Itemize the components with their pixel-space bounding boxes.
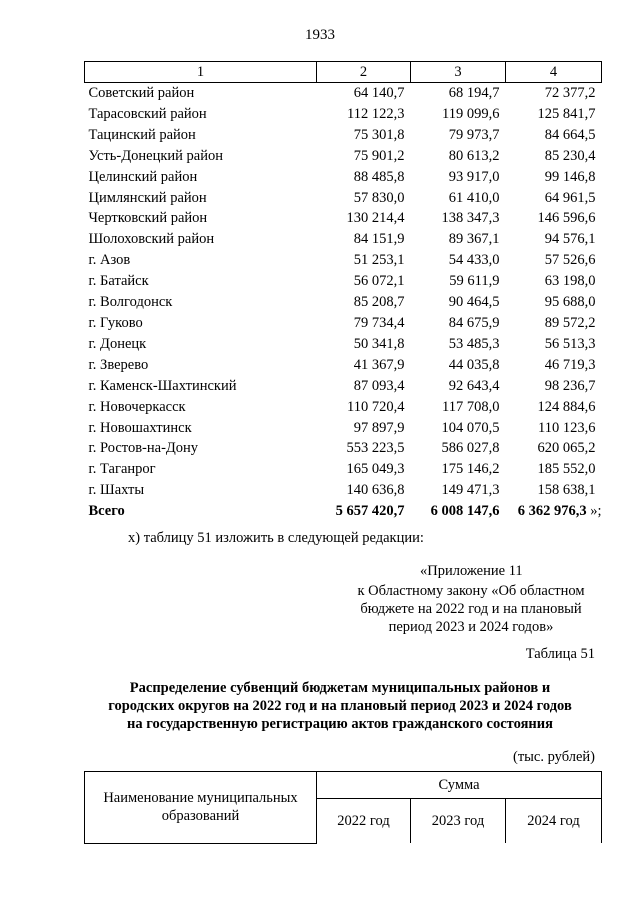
- header-line: Наименование муниципальных: [103, 790, 298, 807]
- total-2023: 6 008 147,6: [430, 503, 500, 520]
- value-2024: 98 236,7: [544, 377, 596, 394]
- table-body: [85, 83, 602, 502]
- amendment-instruction: х) таблицу 51 изложить в следующей редакции:: [128, 530, 424, 546]
- value-2022: 110 720,4: [347, 398, 405, 415]
- value-2022: 97 897,9: [353, 419, 405, 436]
- value-2023: 89 367,1: [448, 231, 500, 248]
- table-row: [85, 480, 602, 501]
- municipality-name: Усть-Донецкий район: [88, 147, 223, 164]
- value-2023: 586 027,8: [441, 440, 500, 457]
- municipality-name: г. Гуково: [88, 314, 143, 331]
- municipality-name: г. Азов: [88, 252, 131, 269]
- value-2023: 119 099,6: [442, 105, 500, 122]
- column-number-row: [85, 62, 602, 83]
- table-row: [85, 418, 602, 439]
- value-2022: 112 122,3: [347, 105, 405, 122]
- table-row: [85, 355, 602, 376]
- value-2024: 57 526,6: [544, 252, 596, 269]
- unit-label: (тыс. рублей): [513, 749, 595, 765]
- municipality-name: г. Шахты: [88, 482, 145, 499]
- heading-line: городских округов на 2022 год и на плановый период 2023 и 2024 годов: [108, 698, 572, 714]
- value-2024: 158 638,1: [537, 482, 596, 499]
- municipality-name: г. Новошахтинск: [88, 419, 192, 436]
- total-2024: 6 362 976,3: [517, 503, 587, 520]
- table-row: [85, 376, 602, 397]
- year-header-2022: 2022 год: [317, 799, 411, 844]
- municipality-name: г. Новочеркасск: [88, 398, 186, 415]
- table-number: Таблица 51: [525, 646, 595, 662]
- value-2023: 44 035,8: [448, 356, 500, 373]
- column-number: 1: [85, 62, 317, 83]
- value-2023: 175 146,2: [441, 461, 500, 478]
- value-2024: 85 230,4: [544, 147, 596, 164]
- year-header-2023: 2023 год: [411, 799, 506, 844]
- year-header-2024: 2024 год: [506, 799, 602, 844]
- municipality-name: г. Ростов-на-Дону: [88, 440, 199, 457]
- value-2023: 90 464,5: [448, 294, 500, 311]
- value-2023: 84 675,9: [448, 314, 500, 331]
- table-51-header: [84, 771, 602, 844]
- value-2024: 84 664,5: [544, 126, 596, 143]
- value-2022: 85 208,7: [353, 294, 405, 311]
- municipality-name: Шолоховский район: [88, 231, 215, 248]
- value-2023: 92 643,4: [448, 377, 500, 394]
- municipality-name: г. Батайск: [88, 273, 149, 290]
- total-row: [85, 501, 602, 522]
- table-row: [85, 208, 602, 229]
- municipality-name: Тарасовский район: [88, 105, 207, 122]
- value-2024: 63 198,0: [544, 273, 596, 290]
- column-number: 3: [411, 62, 506, 83]
- value-2022: 75 901,2: [353, 147, 405, 164]
- appendix-law-line: бюджете на 2022 год и на плановый: [360, 601, 582, 617]
- table-row: [85, 438, 602, 459]
- table-row: [85, 397, 602, 418]
- value-2024: 124 884,6: [537, 398, 596, 415]
- value-2022: 64 140,7: [353, 85, 405, 101]
- value-2024: 620 065,2: [537, 440, 596, 457]
- value-2023: 79 973,7: [448, 126, 500, 143]
- value-2024: 125 841,7: [537, 105, 596, 122]
- municipality-name: Чертковский район: [88, 210, 208, 227]
- value-2022: 51 253,1: [353, 252, 405, 269]
- value-2022: 553 223,5: [346, 440, 405, 457]
- municipality-name: г. Донецк: [88, 335, 147, 352]
- value-2023: 138 347,3: [441, 210, 500, 227]
- municipality-name: г. Волгодонск: [88, 294, 173, 311]
- municipality-name: Цимлянский район: [88, 189, 207, 206]
- value-2024: 64 961,5: [544, 189, 596, 206]
- value-2022: 50 341,8: [353, 335, 405, 352]
- table-row: [85, 146, 602, 167]
- value-2022: 87 093,4: [353, 377, 405, 394]
- value-2023: 68 194,7: [448, 85, 500, 101]
- header-line: образований: [161, 808, 240, 825]
- table-row: [85, 313, 602, 334]
- table-row: [85, 125, 602, 146]
- value-2022: 75 301,8: [353, 126, 405, 143]
- value-2023: 53 485,3: [448, 335, 500, 352]
- value-2024: 99 146,8: [544, 168, 596, 185]
- value-2023: 117 708,0: [442, 398, 500, 415]
- value-2022: 84 151,9: [353, 231, 405, 248]
- table-row: [85, 188, 602, 209]
- municipality-name: Советский район: [88, 85, 195, 101]
- table-row: [85, 104, 602, 125]
- value-2023: 149 471,3: [441, 482, 500, 499]
- value-2022: 140 636,8: [346, 482, 405, 499]
- table-row: [85, 292, 602, 313]
- total-suffix: »;: [586, 503, 602, 520]
- value-2024: 94 576,1: [544, 231, 596, 248]
- table-row: [85, 250, 602, 271]
- value-2023: 93 917,0: [448, 168, 500, 185]
- value-2023: 59 611,9: [449, 273, 500, 290]
- column-number: 2: [317, 62, 411, 83]
- total-2022: 5 657 420,7: [335, 503, 405, 520]
- municipality-name: г. Зверево: [88, 356, 149, 373]
- subsidy-table-continued: [84, 61, 602, 522]
- heading-line: на государственную регистрацию актов гражданского состояния: [127, 716, 553, 732]
- value-2022: 88 485,8: [353, 168, 405, 185]
- value-2024: 110 123,6: [538, 419, 596, 436]
- value-2024: 185 552,0: [537, 461, 596, 478]
- municipality-name: г. Каменск-Шахтинский: [88, 377, 237, 394]
- value-2024: 72 377,2: [544, 85, 596, 101]
- value-2024: 146 596,6: [537, 210, 596, 227]
- value-2023: 61 410,0: [448, 189, 500, 206]
- municipality-name: г. Таганрог: [88, 461, 156, 478]
- value-2022: 130 214,4: [346, 210, 405, 227]
- table-row: [85, 167, 602, 188]
- page-number: 1933: [305, 27, 335, 43]
- value-2022: 41 367,9: [353, 356, 405, 373]
- value-2024: 56 513,3: [544, 335, 596, 352]
- total-label: Всего: [88, 503, 125, 520]
- value-2022: 56 072,1: [353, 273, 405, 290]
- heading-line: Распределение субвенций бюджетам муниципальных районов и: [129, 680, 551, 696]
- value-2023: 54 433,0: [448, 252, 500, 269]
- appendix-law-reference: [340, 582, 602, 636]
- value-2024: 95 688,0: [544, 294, 596, 311]
- value-2023: 80 613,2: [448, 147, 500, 164]
- table-heading: [95, 679, 585, 733]
- table-row: [85, 334, 602, 355]
- appendix-title: «Приложение 11: [420, 563, 523, 579]
- table-row: [85, 229, 602, 250]
- appendix-law-line: к Областному закону «Об областном: [357, 583, 585, 599]
- appendix-law-line: период 2023 и 2024 годов»: [388, 619, 554, 635]
- table-row: [85, 83, 602, 104]
- municipality-name-header: [85, 772, 317, 844]
- column-number: 4: [506, 62, 602, 83]
- table-row: [85, 271, 602, 292]
- table-row: [85, 459, 602, 480]
- municipality-name: Целинский район: [88, 168, 198, 185]
- value-2024: 46 719,3: [544, 356, 596, 373]
- municipality-name: Тацинский район: [88, 126, 196, 143]
- value-2023: 104 070,5: [441, 419, 500, 436]
- value-2022: 165 049,3: [346, 461, 405, 478]
- sum-header: Сумма: [317, 772, 602, 799]
- value-2022: 57 830,0: [353, 189, 405, 206]
- value-2022: 79 734,4: [353, 314, 405, 331]
- total-2024-cell: [506, 501, 602, 522]
- value-2024: 89 572,2: [544, 314, 596, 331]
